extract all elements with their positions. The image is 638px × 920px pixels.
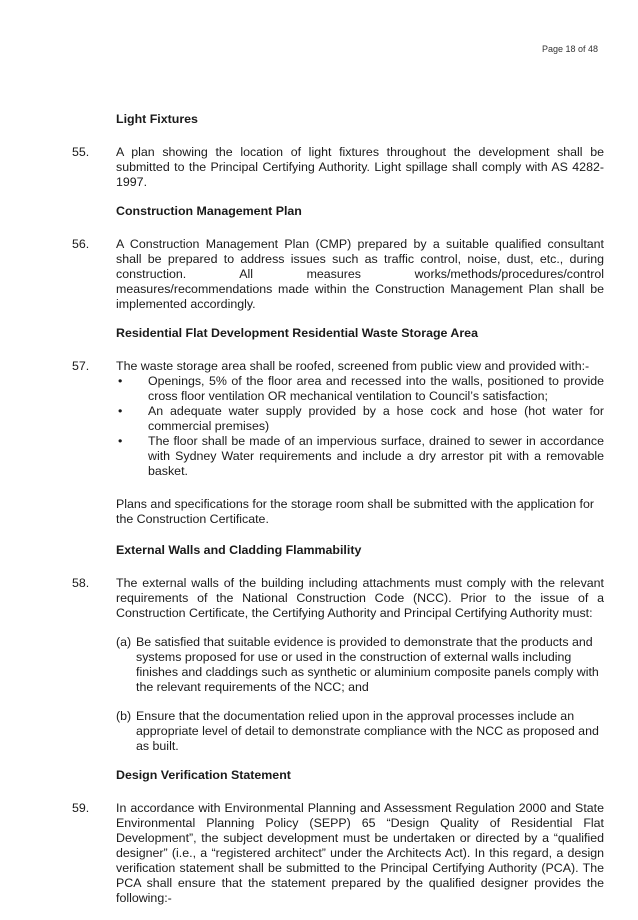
condition-number: 55.	[72, 145, 90, 159]
heading-light-fixtures: Light Fixtures	[116, 112, 198, 126]
condition-number: 58.	[72, 576, 90, 590]
condition-text: A Construction Management Plan (CMP) prepared by a suitable qualified consultant shall be prepared to address issues such as traffic control, noise, dust, etc., during construction. All measures works/methods/procedures/control measures/recommendations made within the Construction Management Plan shall be implemented accordingly.	[116, 237, 604, 311]
bullet-icon: •	[118, 374, 123, 388]
condition-text: A plan showing the location of light fixtures throughout the development shall be submitted to the Principal Certifying Authority. Light spillage shall comply with AS 4282-1997.	[116, 145, 604, 189]
condition-text: In accordance with Environmental Planning and Assessment Regulation 2000 and State Environmental Planning Policy (SEPP) 65 “Design Quality of Residential Flat Development”, the subject development must be undertaken or directed by a “qualified designer” (i.e., a “registered architect” under the Architects Act). In this regard, a design verification statement shall be submitted to the Principal Certifying Authority (PCA). The PCA shall ensure that the statement prepared by the qualified designer provides the following:-	[116, 801, 604, 905]
condition-57	[72, 359, 604, 479]
storage-room-note: Plans and specifications for the storage room shall be submitted with the application for the Construction Certificate.	[116, 497, 594, 526]
list-item: • An adequate water supply provided by a hose cock and hose (hot water for commercial premises)	[118, 404, 604, 433]
heading-waste-storage-area: Residential Flat Development Residential Waste Storage Area	[116, 326, 478, 340]
condition-number: 56.	[72, 237, 90, 251]
sub-item-label: (a)	[116, 635, 132, 649]
condition-text: The external walls of the building including attachments must comply with the relevant requirements of the National Construction Code (NCC). Prior to the issue of a Construction Certificate, the Certifying Authority and Principal Certifying Authority must:	[116, 576, 604, 620]
page-number: Page 18 of 48	[541, 44, 598, 54]
condition-text: The waste storage area shall be roofed, screened from public view and provided with:-	[116, 359, 590, 373]
document-body	[72, 112, 604, 920]
condition-56	[72, 237, 604, 312]
condition-55	[72, 145, 604, 190]
bullet-icon: •	[118, 434, 123, 448]
heading-design-verification: Design Verification Statement	[116, 768, 291, 782]
sub-item-label: (b)	[116, 709, 132, 723]
condition-58	[72, 576, 604, 754]
list-item: • The floor shall be made of an impervious surface, drained to sewer in accordance with Sydney Water requirements and include a dry arrestor pit with a removable basket.	[118, 434, 604, 478]
heading-construction-management-plan: Construction Management Plan	[116, 204, 302, 218]
condition-number: 57.	[72, 359, 90, 373]
condition-number: 59.	[72, 801, 90, 815]
list-item: • Openings, 5% of the floor area and recessed into the walls, positioned to provide cross floor ventilation OR mechanical ventilation to Council’s satisfaction;	[118, 374, 604, 403]
condition-59	[72, 801, 604, 906]
sub-item-b: (b) Ensure that the documentation relied upon in the approval processes include an appropriate level of detail to demonstrate compliance with the NCC as proposed and as built.	[116, 709, 599, 753]
heading-external-walls: External Walls and Cladding Flammability	[116, 543, 362, 557]
bullet-list	[116, 374, 604, 479]
bullet-icon: •	[118, 404, 123, 418]
sub-item-a: (a) Be satisfied that suitable evidence is provided to demonstrate that the products and systems proposed for use or used in the construction of external walls including finishes and claddings such as synthetic or aluminium composite panels comply with the relevant requirements of the NCC; and	[116, 635, 599, 694]
